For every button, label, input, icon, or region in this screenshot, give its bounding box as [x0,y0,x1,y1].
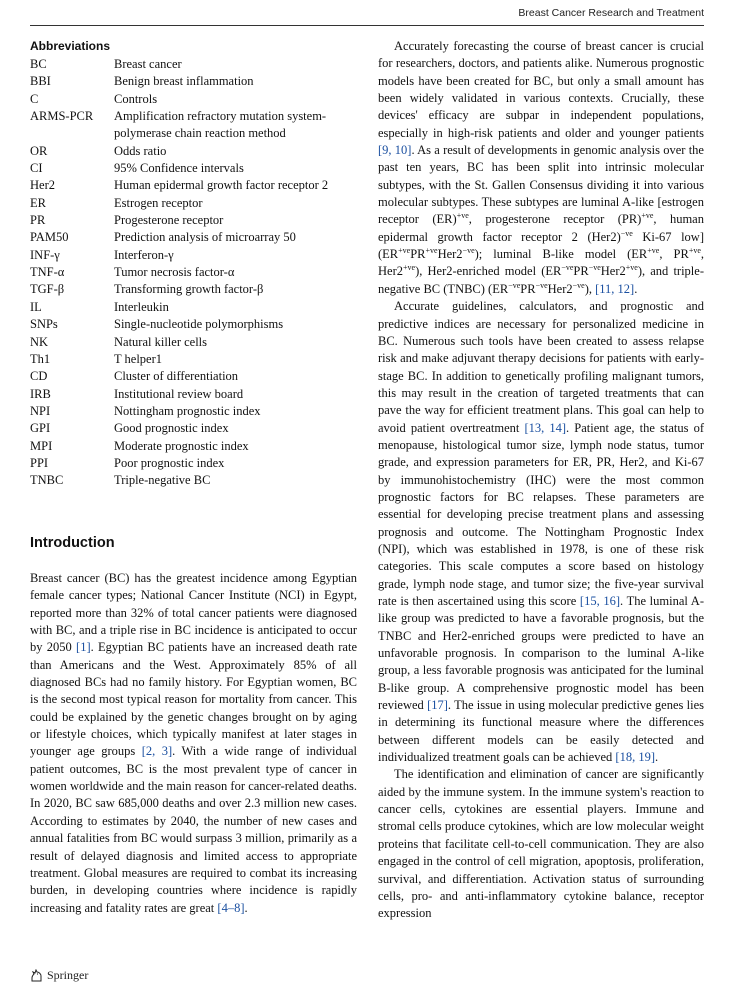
abbreviation-term: Her2 [30,178,55,193]
abbreviation-row [30,177,357,194]
abbreviation-row [30,368,357,385]
page-footer [30,968,88,983]
abbreviation-definition: Interleukin [114,299,169,314]
abbreviation-definition: Prediction analysis of microarray 50 [114,230,296,245]
citation-link[interactable]: [17] [427,698,448,713]
citation-link[interactable]: [11, 12] [595,281,635,296]
abbreviation-definition: Benign breast inflammation [114,74,254,89]
abbreviation-term: SNPs [30,317,58,332]
abbreviation-row [30,91,357,108]
abbreviation-term: MPI [30,438,53,453]
abbreviation-definition: Poor prognostic index [114,455,225,470]
abbreviation-definition: Progesterone receptor [114,213,224,228]
abbreviation-row [30,455,357,472]
abbreviation-row [30,403,357,420]
right-column [378,38,704,923]
citation-link[interactable]: [4–8] [217,900,245,915]
abbreviation-definition: Amplification refractory mutation system-polymerase chain reaction method [114,109,327,141]
abbreviation-row [30,334,357,351]
abbreviation-row [30,351,357,368]
abbreviation-term: GPI [30,421,51,436]
abbreviation-term: BBI [30,74,51,89]
abbreviation-term: TNF-α [30,265,65,280]
abbreviation-row [30,56,357,73]
abbreviation-term: NPI [30,403,51,418]
abbreviation-term: TNBC [30,473,64,488]
abbreviation-definition: 95% Confidence intervals [114,161,244,176]
introduction-heading: Introduction [30,535,115,551]
abbreviation-definition: Good prognostic index [114,421,229,436]
left-column [30,38,357,915]
abbreviations-title: Abbreviations [30,39,111,53]
abbreviation-term: CD [30,369,48,384]
body-paragraph-2: Accurate guidelines, calculators, and prognostic and predictive indices are necessary for personalized medicine in BC. Numerous such tools have been created to assess relapse risk and make adjuvant therapy decisions for patients with early-stage BC. In addition to genetically profiling malignant tumors, this may result in the creation of targeted treatments that can pave the way for efficient treatment plans. This goal can help to avoid patient overtreatment [13, 14]. Patient age, the status of menopause, histological tumor size, lymph node status, tumor grade, and expression parameters for ER, PR, Her2, and Ki-67 by immunohistochemistry (IHC) were the most common prognostic factors for BC relapses. These parameters are essential for developing precise treatment plans and assessing prognosis and outcome. The Nottingham Prognostic Index (NPI), which was established in 1978, is one of these risk categories. This scale computes a score based on histology grade, lymph node stage, and tumor size; the five-year survival rate is then ascertained using this score [15, 16]. The luminal A-like group was predicted to have a favorable prognosis, but the TNBC and Her2-enriched groups were predicted to have an unfavorable prognosis. In comparison to the luminal A-like group, a less favorable prognosis was anticipated for the luminal B-like group. A comprehensive prognostic model has been reviewed [17]. The issue in using molecular predictive genes lies in determining its functional measure where the differences between different models can be easily detected and individualized treatment goals can be achieved [18, 19]. [378,299,704,765]
abbreviation-row [30,386,357,403]
abbreviation-term: PR [30,213,46,228]
abbreviation-term: ARMS-PCR [30,109,94,124]
running-head: Breast Cancer Research and Treatment [518,7,704,19]
abbreviation-row [30,212,357,229]
abbreviation-row [30,108,357,143]
abbreviation-row [30,229,357,246]
abbreviation-definition: Human epidermal growth factor receptor 2 [114,178,329,193]
abbreviation-term: IL [30,299,42,314]
abbreviation-definition: Transforming growth factor-β [114,282,264,297]
abbreviation-term: PPI [30,455,49,470]
abbreviation-row [30,160,357,177]
abbreviation-definition: Estrogen receptor [114,195,203,210]
citation-link[interactable]: [2, 3] [141,744,173,759]
citation-link[interactable]: [15, 16] [579,594,621,608]
abbreviation-row [30,299,357,316]
abbreviation-term: NK [30,334,49,349]
abbreviation-definition: Triple-negative BC [114,473,211,488]
abbreviation-row [30,73,357,90]
abbreviation-definition: Interferon-γ [114,247,174,262]
citation-link[interactable]: [1] [76,640,91,655]
abbreviation-definition: Natural killer cells [114,334,208,349]
abbreviation-term: TGF-β [30,282,65,297]
citation-link[interactable]: [9, 10] [378,143,412,158]
abbreviation-definition: Moderate prognostic index [114,438,249,453]
abbreviation-row [30,143,357,160]
abbreviation-definition: Breast cancer [114,57,182,71]
abbreviation-row [30,472,357,489]
abbreviation-row [30,264,357,281]
citation-link[interactable]: [13, 14] [524,420,567,435]
springer-horse-icon [30,969,43,982]
introduction-paragraph-1: Breast cancer (BC) has the greatest incidence among Egyptian female cancer types; National Cancer Institute (NCI) in Egypt, reported more than 32% of total cancer patients were diagnosed with BC, and a triple rise in BC incidence is anticipated to occur by 2050 [1]. Egyptian BC patients have an increased death rate than Americans and the West. Approximately 85% of all diagnosed BCs had no family history. For Egyptian women, BC is the second most typical reason for mortality from cancer. This could be explained by the genetic changes brought on by aging or lifestyle choices, which typically manifest at later stages in younger age groups [2, 3]. With a wide range of individual patient outcomes, BC is the most prevalent type of cancer in women worldwide and the main reason for cancer-related deaths. In 2020, BC saw 685,000 deaths and over 2.3 million new cases. According to estimates by 2040, the number of new cases and annual fatalities from BC would surpass 3 million, primarily as a result of delayed diagnosis and limited access to appropriate treatment. Global measures are required to combat its increasing burden, in developing countries where incidence is rapidly increasing and fatality rates are great [4–8]. [30,571,357,915]
abbreviation-definition: T helper1 [114,351,163,366]
abbreviation-definition: Odds ratio [114,143,167,158]
abbreviation-term: IRB [30,386,51,401]
abbreviation-term: PAM50 [30,230,69,245]
abbreviation-row [30,316,357,333]
abbreviation-row [30,195,357,212]
body-paragraph-3: The identification and elimination of cancer are significantly aided by the immune system. In the immune system's reaction to cancer cells, cytokines are essential players. Immune and stromal cells produce cytokines, which are low molecular weight proteins that facilitate cell-to-cell communication. They are also engaged in the control of cell migration, apoptosis, proliferation, survival, and differentiation. Activation status of surrounding cells, pro- and anti-inflammatory cytokine balance, receptor expression [378,767,704,921]
abbreviation-term: C [30,91,39,106]
header-rule [30,25,704,26]
abbreviation-definition: Single-nucleotide polymorphisms [114,317,284,332]
body-paragraph-1: Accurately forecasting the course of breast cancer is crucial for researchers, doctors, and patients alike. Numerous prognostic models have been created for BC, but only a small amount has been widely validated in various contexts. Crucially, these devices' efficacy are subpar in independent populations, especially in high-risk patients and older and younger patients [9, 10]. As a result of developments in genomic analysis over the past ten years, BC has been split into intrinsic molecular subtypes, with the St. Gallen Consensus dividing it into various molecular subtypes. These subtypes are luminal A-like [estrogen receptor (ER)$^{+ve}$, progesterone receptor (PR)$^{+ve}$, human epidermal growth factor receptor 2 $(Her2)^{-ve}$ Ki-67 low] $(ER^{+ve}PR^{+ve}Her2^{-ve})$; luminal B-like model ($ER^{+ve}$, $PR^{+ve}$, $Her2^{+ve}$), Her2-enriched model $(ER^{-ve}PR^{-ve}Her2^{+ve})$, and triple-negative BC (TNBC) $(ER^{-ve}PR^{-ve}Her2^{-ve})$, [11, 12]. [378,39,704,296]
abbreviation-term: CI [30,161,43,176]
abbreviation-definition: Institutional review board [114,386,244,401]
abbreviation-definition: Nottingham prognostic index [114,403,261,418]
citation-link[interactable]: [18, 19] [615,750,655,765]
abbreviation-row [30,247,357,264]
abbreviation-row [30,281,357,298]
publisher-name: Springer [47,968,89,982]
abbreviation-term: BC [30,57,47,71]
abbreviation-definition: Tumor necrosis factor-α [114,265,235,280]
abbreviation-term: INF-γ [30,247,60,262]
abbreviation-term: Th1 [30,351,51,366]
abbreviation-row [30,420,357,437]
abbreviation-definition: Controls [114,91,158,106]
abbreviation-term: OR [30,143,48,158]
abbreviations-list [30,56,357,490]
abbreviation-definition: Cluster of differentiation [114,369,239,384]
abbreviation-term: ER [30,195,46,210]
abbreviation-row [30,438,357,455]
